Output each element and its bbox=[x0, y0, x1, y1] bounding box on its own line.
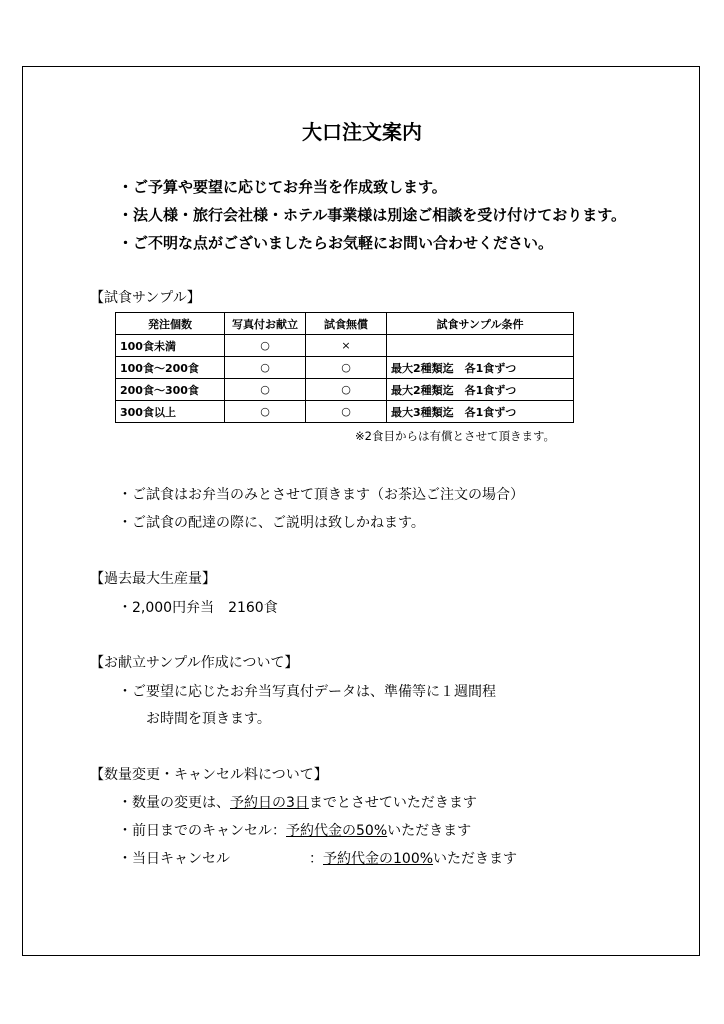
cell-order-count: 100食未満 bbox=[116, 335, 225, 357]
sample-bullet-1: ・ご試食はお弁当のみとさせて頂きます（お茶込ご注文の場合） bbox=[118, 487, 524, 503]
cell-photo-menu: ○ bbox=[225, 357, 306, 379]
changes-line-2 bbox=[118, 820, 471, 840]
changes-line-2-text: ・前日までのキャンセル： bbox=[118, 823, 286, 839]
menu-sample-line-1: ・ご要望に応じたお弁当写真付データは、準備等に１週間程 bbox=[118, 684, 496, 700]
cell-conditions: 最大3種類迄 各1食ずつ bbox=[387, 401, 574, 423]
max-production-heading: 【過去最大生産量】 bbox=[90, 571, 216, 587]
menu-sample-heading: 【お献立サンプル作成について】 bbox=[90, 655, 299, 671]
table-row bbox=[116, 379, 574, 401]
table-row bbox=[116, 401, 574, 423]
cell-order-count: 100食～200食 bbox=[116, 357, 225, 379]
cell-free-tasting: ○ bbox=[306, 357, 387, 379]
intro-line-1: ・ご予算や要望に応じてお弁当を作成致します。 bbox=[118, 178, 447, 196]
changes-heading: 【数量変更・キャンセル料について】 bbox=[90, 767, 328, 783]
cell-photo-menu: ○ bbox=[225, 401, 306, 423]
intro-line-2: ・法人様・旅行会社様・ホテル事業様は別途ご相談を受け付けております。 bbox=[118, 206, 627, 224]
changes-line-3-colon: ： bbox=[309, 851, 323, 867]
changes-line-3-tail: いただきます bbox=[433, 851, 518, 867]
changes-line-1-text: ・数量の変更は、 bbox=[118, 795, 230, 811]
changes-line-2-tail: いただきます bbox=[387, 823, 472, 839]
menu-sample-line-2: お時間を頂きます。 bbox=[146, 711, 271, 727]
changes-line-1-tail: までとさせていただきます bbox=[308, 795, 477, 811]
sample-bullet-2: ・ご試食の配達の際に、ご説明は致しかねます。 bbox=[118, 515, 425, 531]
sample-table bbox=[115, 312, 574, 423]
cell-order-count: 200食～300食 bbox=[116, 379, 225, 401]
cell-conditions bbox=[387, 335, 574, 357]
cell-free-tasting: × bbox=[306, 335, 387, 357]
sample-heading: 【試食サンプル】 bbox=[90, 290, 201, 306]
changes-line-1 bbox=[118, 792, 477, 812]
changes-line-3-value bbox=[309, 848, 517, 868]
header-free-tasting: 試食無償 bbox=[306, 313, 387, 335]
header-order-count: 発注個数 bbox=[116, 313, 225, 335]
header-conditions: 試食サンプル条件 bbox=[387, 313, 574, 335]
cell-free-tasting: ○ bbox=[306, 401, 387, 423]
table-row bbox=[116, 335, 574, 357]
changes-line-3-underlined: 予約代金の100% bbox=[323, 851, 434, 867]
changes-line-3 bbox=[118, 848, 230, 868]
cell-conditions: 最大2種類迄 各1食ずつ bbox=[387, 357, 574, 379]
sample-note: ※2食目からは有償とさせて頂きます。 bbox=[355, 429, 556, 443]
intro-line-3: ・ご不明な点がございましたらお気軽にお問い合わせください。 bbox=[118, 234, 554, 252]
max-production-line: ・2,000円弁当 2160食 bbox=[118, 600, 278, 616]
cell-conditions: 最大2種類迄 各1食ずつ bbox=[387, 379, 574, 401]
cell-photo-menu: ○ bbox=[225, 335, 306, 357]
changes-line-2-underlined: 予約代金の50% bbox=[286, 823, 388, 839]
changes-line-3-text: ・当日キャンセル bbox=[118, 851, 230, 867]
table-header-row bbox=[116, 313, 574, 335]
cell-photo-menu: ○ bbox=[225, 379, 306, 401]
changes-line-1-underlined: 予約日の3日 bbox=[230, 795, 309, 811]
table-row bbox=[116, 357, 574, 379]
page-title: 大口注文案内 bbox=[302, 120, 422, 144]
cell-order-count: 300食以上 bbox=[116, 401, 225, 423]
header-photo-menu: 写真付お献立 bbox=[225, 313, 306, 335]
cell-free-tasting: ○ bbox=[306, 379, 387, 401]
